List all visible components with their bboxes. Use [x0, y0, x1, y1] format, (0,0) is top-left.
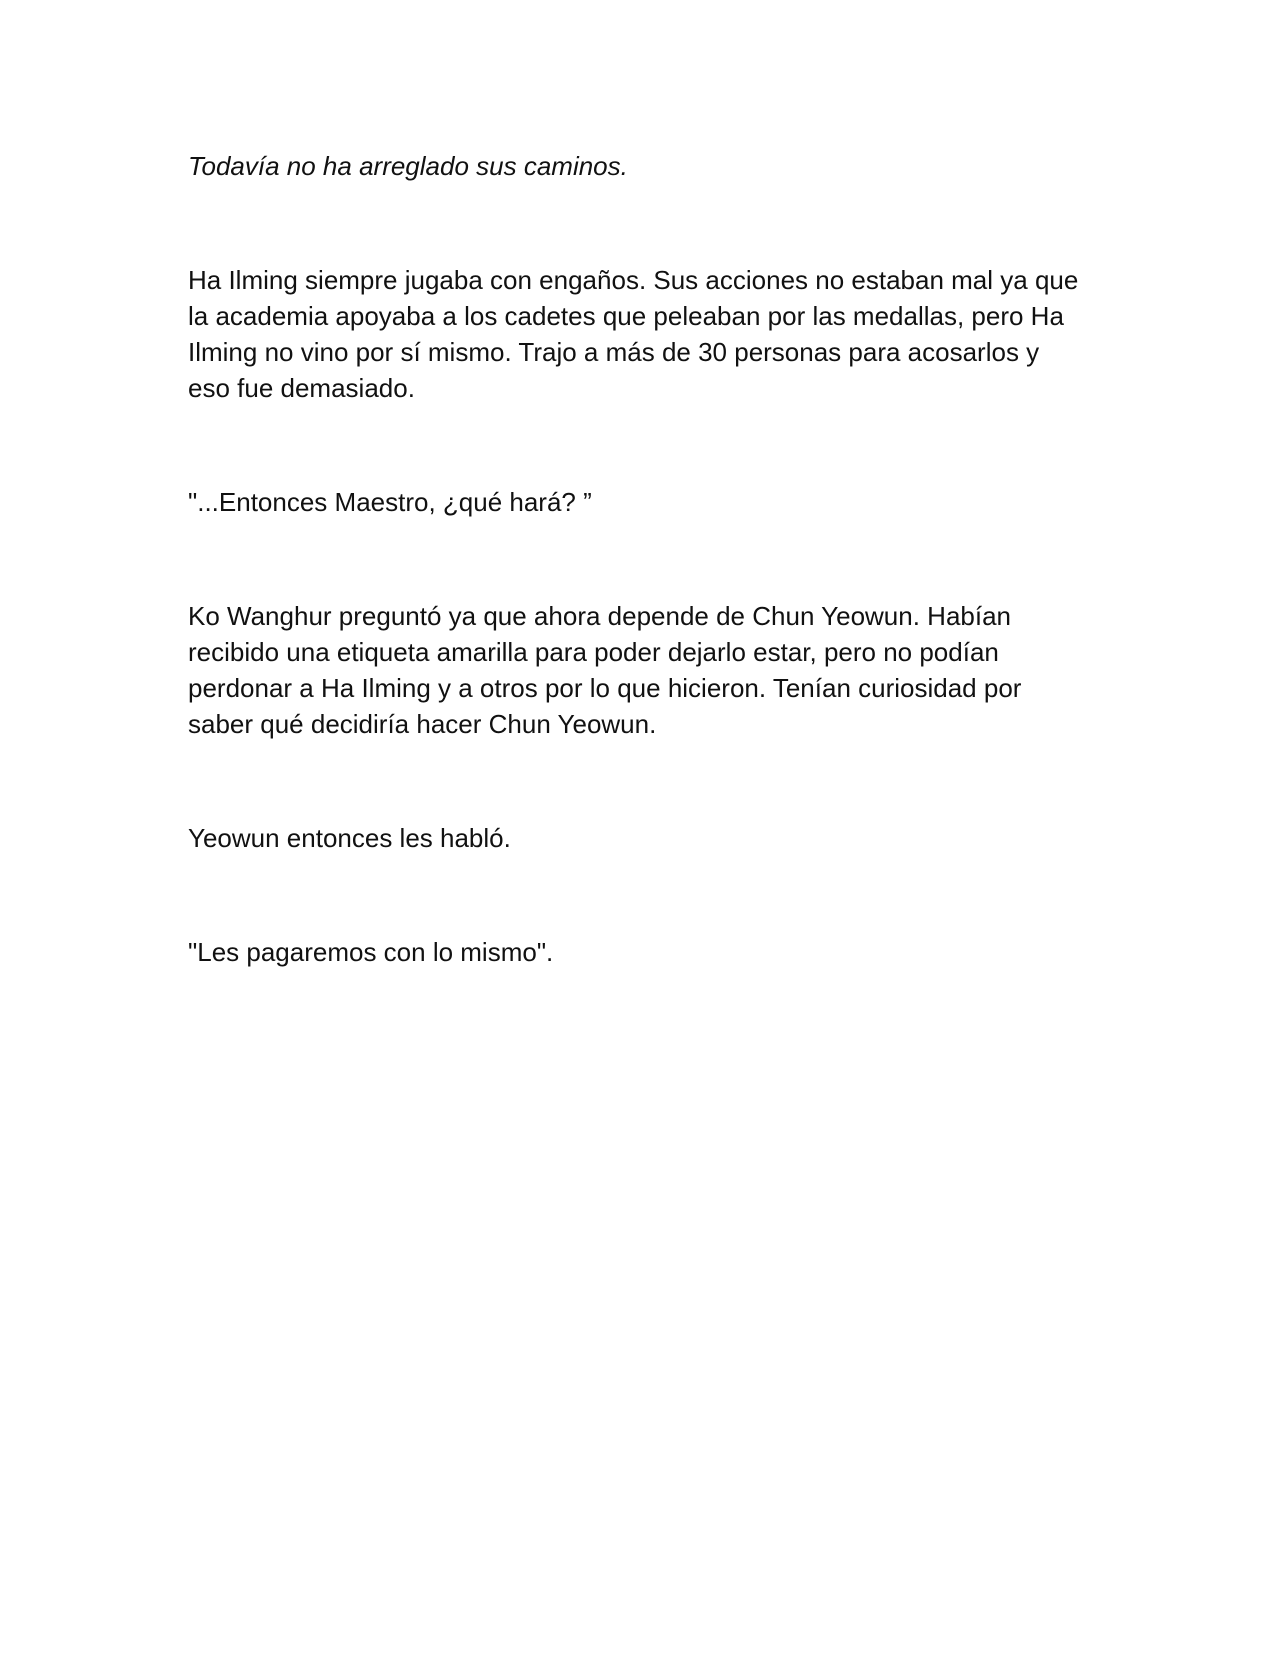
paragraph-dialogue-2: "Les pagaremos con lo mismo".: [188, 937, 554, 967]
document-body: [188, 148, 1088, 1048]
paragraph-italic-thought: Todavía no ha arreglado sus caminos.: [188, 151, 628, 181]
paragraph-narration-1: Ha Ilming siempre jugaba con engaños. Sus acciones no estaban mal ya que la academia apoyaba a los cadetes que peleaban por las medallas, pero Ha Ilming no vino por sí mismo. Trajo a más de 30 personas para acosarlos y eso fue demasiado.: [188, 265, 1079, 403]
paragraph-dialogue-1: "...Entonces Maestro, ¿qué hará? ”: [188, 487, 592, 517]
paragraph-narration-2: Ko Wanghur preguntó ya que ahora depende de Chun Yeowun. Habían recibido una etiqueta amarilla para poder dejarlo estar, pero no podían perdonar a Ha Ilming y a otros por lo que hicieron. Tenían curiosidad por saber qué decidiría hacer Chun Yeowun.: [188, 601, 1022, 739]
paragraph-narration-3: Yeowun entonces les habló.: [188, 823, 511, 853]
